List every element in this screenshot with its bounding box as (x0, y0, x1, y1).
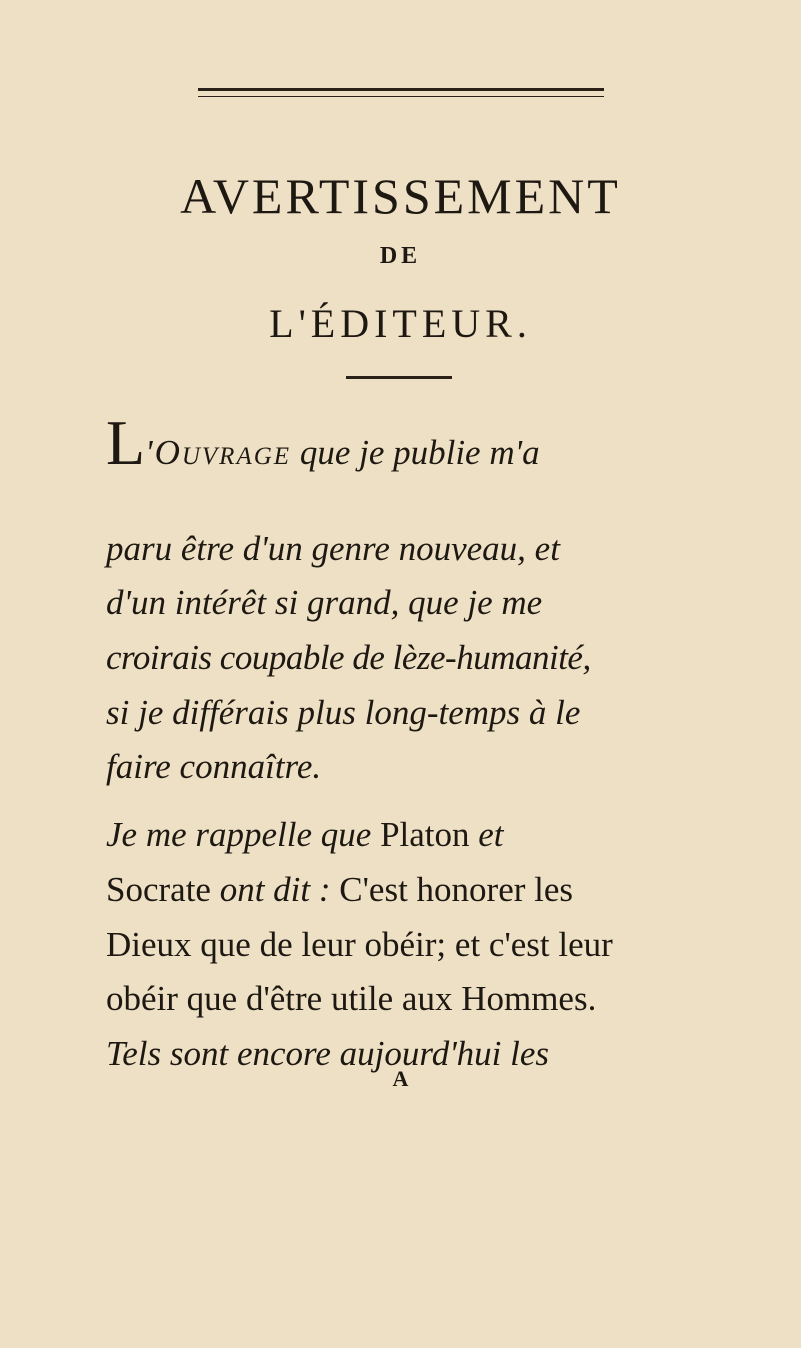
text-line-1 (106, 407, 626, 480)
para2-line-4: obéir que d'être utile aux Hommes. (106, 979, 597, 1018)
name-platon: Platon (380, 815, 470, 854)
name-socrate: Socrate (106, 870, 220, 909)
text-line-2: paru être d'un genre nouveau, et (106, 529, 560, 568)
text-line-5: si je différais plus long-temps à le (106, 693, 581, 732)
title-de: DE (379, 243, 422, 269)
para2-italic-2: et (469, 815, 504, 854)
para2-line-1 (106, 808, 626, 862)
text-line-4: croirais coupable de lèze-humanité, (106, 638, 591, 677)
text-line-6: faire connaître. (106, 747, 322, 786)
page-title: AVERTISSEMENT (180, 168, 621, 224)
para2-line-5: Tels sont encore aujourd'hui les (106, 1034, 550, 1073)
signature-mark: A (392, 1066, 409, 1091)
top-rule (198, 88, 604, 91)
title-editor: L'ÉDITEUR. (269, 301, 532, 346)
small-caps-word: 'Ouvrage (145, 433, 292, 472)
text-line-3: d'un intérêt si grand, que je me (106, 583, 543, 622)
quote-start: C'est honorer les (339, 870, 574, 909)
top-rule-thin (198, 96, 604, 97)
drop-cap: L (106, 407, 146, 478)
para2-italic-3: ont dit : (219, 870, 340, 909)
para2-line-3: Dieux que de leur obéir; et c'est leur (106, 925, 613, 964)
para2-italic-1: Je me rappelle que (106, 815, 381, 854)
divider-rule (346, 376, 452, 379)
line-1-rest: que je publie m'a (291, 433, 540, 472)
para2-line-2 (106, 863, 626, 917)
